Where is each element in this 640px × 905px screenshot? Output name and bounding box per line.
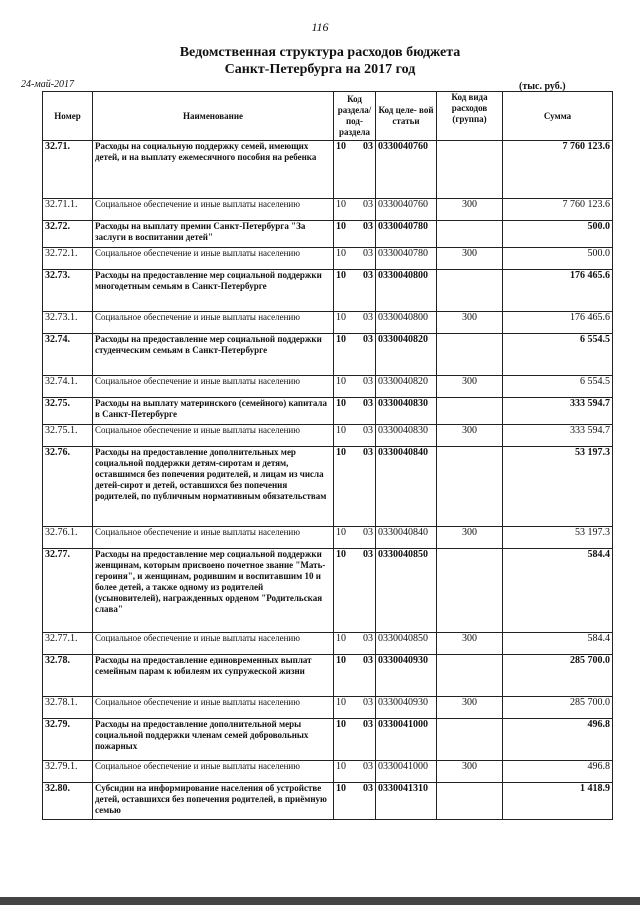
document-title: Ведомственная структура расходов бюджета — [179, 45, 461, 60]
row-section: 10 — [336, 655, 346, 666]
row-target-code: 0330040820 — [376, 376, 437, 398]
row-target-code: 0330040800 — [376, 270, 437, 312]
row-subsection: 03 — [363, 270, 373, 281]
row-sum: 176 465.6 — [503, 312, 613, 334]
table-row-section — [43, 221, 613, 248]
table-row-section — [43, 719, 613, 761]
row-section: 10 — [336, 376, 346, 387]
row-number: 32.76. — [43, 447, 93, 527]
row-section: 10 — [336, 312, 346, 323]
table-row-section — [43, 270, 613, 312]
row-subsection: 03 — [363, 248, 373, 259]
row-sum: 584.4 — [503, 633, 613, 655]
row-section-code — [334, 633, 376, 655]
row-sum: 6 554.5 — [503, 376, 613, 398]
row-section: 10 — [336, 248, 346, 259]
row-sum: 333 594.7 — [503, 398, 613, 425]
row-subsection: 03 — [363, 221, 373, 232]
row-sum: 53 197.3 — [503, 527, 613, 549]
row-number: 32.76.1. — [43, 527, 93, 549]
table-row-detail — [43, 248, 613, 270]
header-name: Наименование — [93, 92, 334, 141]
row-section: 10 — [336, 527, 346, 538]
budget-table — [42, 91, 613, 820]
table-row-section — [43, 783, 613, 820]
row-expense-type — [437, 719, 503, 761]
row-expense-type — [437, 398, 503, 425]
row-subsection: 03 — [363, 527, 373, 538]
row-section-code — [334, 655, 376, 697]
row-section-code — [334, 248, 376, 270]
row-section: 10 — [336, 549, 346, 560]
row-target-code: 0330041310 — [376, 783, 437, 820]
row-sum: 1 418.9 — [503, 783, 613, 820]
row-section: 10 — [336, 270, 346, 281]
row-name: Социальное обеспечение и иные выплаты населению — [93, 312, 334, 334]
row-section: 10 — [336, 633, 346, 644]
row-section-code — [334, 398, 376, 425]
row-target-code: 0330040850 — [376, 549, 437, 633]
row-expense-type: 300 — [437, 633, 503, 655]
table-row-detail — [43, 199, 613, 221]
row-subsection: 03 — [363, 697, 373, 708]
row-section-code — [334, 199, 376, 221]
table-row-section — [43, 655, 613, 697]
table-row-detail — [43, 761, 613, 783]
row-section-code — [334, 719, 376, 761]
row-section: 10 — [336, 447, 346, 458]
row-number: 32.78.1. — [43, 697, 93, 719]
table-row-detail — [43, 527, 613, 549]
row-subsection: 03 — [363, 761, 373, 772]
row-expense-type — [437, 221, 503, 248]
row-number: 32.71.1. — [43, 199, 93, 221]
table-row-detail — [43, 312, 613, 334]
row-section-code — [334, 270, 376, 312]
row-number: 32.77. — [43, 549, 93, 633]
row-target-code: 0330040930 — [376, 655, 437, 697]
header-number: Номер — [43, 92, 93, 141]
document-date: 24-май-2017 — [21, 79, 75, 90]
row-target-code: 0330040840 — [376, 447, 437, 527]
row-name: Расходы на предоставление мер социальной поддержки студенческим семьям в Санкт-Петербурге — [93, 334, 334, 376]
row-number: 32.72. — [43, 221, 93, 248]
row-number: 32.72.1. — [43, 248, 93, 270]
row-number: 32.73. — [43, 270, 93, 312]
row-section-code — [334, 447, 376, 527]
row-number: 32.77.1. — [43, 633, 93, 655]
row-name: Расходы на предоставление мер социальной поддержки многодетным семьям в Санкт-Петербурге — [93, 270, 334, 312]
row-section-code — [334, 221, 376, 248]
row-sum: 6 554.5 — [503, 334, 613, 376]
row-expense-type: 300 — [437, 199, 503, 221]
row-target-code: 0330040850 — [376, 633, 437, 655]
row-subsection: 03 — [363, 141, 373, 152]
row-target-code: 0330040800 — [376, 312, 437, 334]
row-expense-type — [437, 447, 503, 527]
row-section-code — [334, 334, 376, 376]
row-number: 32.79. — [43, 719, 93, 761]
row-sum: 500.0 — [503, 221, 613, 248]
unit-label: (тыс. руб.) — [519, 81, 566, 92]
row-section: 10 — [336, 697, 346, 708]
row-target-code: 0330040760 — [376, 199, 437, 221]
row-expense-type — [437, 270, 503, 312]
row-number: 32.78. — [43, 655, 93, 697]
row-name: Расходы на выплату премии Санкт-Петербурга "За заслуги в воспитании детей" — [93, 221, 334, 248]
row-section-code — [334, 376, 376, 398]
table-row-section — [43, 141, 613, 199]
row-sum: 7 760 123.6 — [503, 199, 613, 221]
table-row-section — [43, 447, 613, 527]
row-subsection: 03 — [363, 334, 373, 345]
row-section: 10 — [336, 334, 346, 345]
row-subsection: 03 — [363, 376, 373, 387]
table-header-row — [43, 92, 613, 141]
row-subsection: 03 — [363, 655, 373, 666]
row-subsection: 03 — [363, 719, 373, 730]
row-number: 32.80. — [43, 783, 93, 820]
row-section: 10 — [336, 761, 346, 772]
row-expense-type — [437, 141, 503, 199]
row-section: 10 — [336, 199, 346, 210]
row-target-code: 0330040780 — [376, 248, 437, 270]
row-subsection: 03 — [363, 425, 373, 436]
row-name: Расходы на социальную поддержку семей, имеющих детей, и на выплату ежемесячного пособия на ребенка — [93, 141, 334, 199]
row-name: Социальное обеспечение и иные выплаты населению — [93, 376, 334, 398]
row-sum: 500.0 — [503, 248, 613, 270]
row-expense-type: 300 — [437, 312, 503, 334]
row-expense-type: 300 — [437, 248, 503, 270]
row-section-code — [334, 783, 376, 820]
row-name: Расходы на предоставление дополнительной меры социальной поддержки членам семей добровольных пожарных — [93, 719, 334, 761]
row-expense-type: 300 — [437, 527, 503, 549]
row-sum: 7 760 123.6 — [503, 141, 613, 199]
document-subtitle: Санкт-Петербурга на 2017 год — [224, 62, 416, 77]
table-row-detail — [43, 376, 613, 398]
row-number: 32.71. — [43, 141, 93, 199]
row-sum: 53 197.3 — [503, 447, 613, 527]
row-subsection: 03 — [363, 783, 373, 794]
row-subsection: 03 — [363, 549, 373, 560]
row-sum: 496.8 — [503, 719, 613, 761]
table-row-section — [43, 549, 613, 633]
header-sum: Сумма — [503, 92, 613, 141]
row-number: 32.74.1. — [43, 376, 93, 398]
table-row-detail — [43, 633, 613, 655]
row-name: Расходы на предоставление дополнительных мер социальной поддержки детям-сиротам и детям, оставшимся без попечения родителей, и лицам из числа детей-сирот и детей, оставшихся без попечения родителей, по публичным нормативным обязательствам — [93, 447, 334, 527]
row-number: 32.79.1. — [43, 761, 93, 783]
header-section: Код раздела/ под- раздела — [334, 92, 376, 141]
row-subsection: 03 — [363, 398, 373, 409]
table-row-detail — [43, 425, 613, 447]
page-number: 116 — [311, 20, 329, 34]
row-number: 32.75. — [43, 398, 93, 425]
row-name: Социальное обеспечение и иные выплаты населению — [93, 199, 334, 221]
row-sum: 176 465.6 — [503, 270, 613, 312]
row-expense-type — [437, 655, 503, 697]
row-name: Социальное обеспечение и иные выплаты населению — [93, 697, 334, 719]
row-sum: 333 594.7 — [503, 425, 613, 447]
row-sum: 584.4 — [503, 549, 613, 633]
table-row-detail — [43, 697, 613, 719]
row-section: 10 — [336, 719, 346, 730]
row-target-code: 0330040840 — [376, 527, 437, 549]
row-name: Расходы на предоставление единовременных выплат семейным парам к юбилеям их супружеской жизни — [93, 655, 334, 697]
row-target-code: 0330040780 — [376, 221, 437, 248]
row-name: Субсидии на информирование населения об устройстве детей, оставшихся без попечения родителей, в приёмную семью — [93, 783, 334, 820]
row-target-code: 0330041000 — [376, 719, 437, 761]
row-name: Социальное обеспечение и иные выплаты населению — [93, 761, 334, 783]
row-section-code — [334, 697, 376, 719]
row-section-code — [334, 141, 376, 199]
row-expense-type: 300 — [437, 376, 503, 398]
row-section-code — [334, 549, 376, 633]
row-expense-type: 300 — [437, 697, 503, 719]
row-number: 32.75.1. — [43, 425, 93, 447]
row-name: Социальное обеспечение и иные выплаты населению — [93, 633, 334, 655]
row-expense-type: 300 — [437, 425, 503, 447]
row-section-code — [334, 761, 376, 783]
table-row-section — [43, 398, 613, 425]
row-section: 10 — [336, 221, 346, 232]
table-body — [43, 141, 613, 820]
row-section-code — [334, 312, 376, 334]
row-number: 32.74. — [43, 334, 93, 376]
row-target-code: 0330040930 — [376, 697, 437, 719]
row-sum: 285 700.0 — [503, 697, 613, 719]
header-target: Код целе- вой статьи — [376, 92, 437, 141]
table-row-section — [43, 334, 613, 376]
row-section: 10 — [336, 398, 346, 409]
row-section: 10 — [336, 425, 346, 436]
row-name: Расходы на предоставление мер социальной поддержки женщинам, которым присвоено почетное звание "Мать-героиня", и женщинам, родившим и воспитавшим 10 и более детей, а также одному из родителей (усыновителей), награжденных орденом "Родительская слава" — [93, 549, 334, 633]
row-subsection: 03 — [363, 312, 373, 323]
row-subsection: 03 — [363, 633, 373, 644]
row-section: 10 — [336, 783, 346, 794]
row-number: 32.73.1. — [43, 312, 93, 334]
row-section: 10 — [336, 141, 346, 152]
scan-edge-bar — [0, 897, 640, 905]
row-target-code: 0330041000 — [376, 761, 437, 783]
row-subsection: 03 — [363, 199, 373, 210]
row-section-code — [334, 425, 376, 447]
row-name: Расходы на выплату материнского (семейного) капитала в Санкт-Петербурге — [93, 398, 334, 425]
row-target-code: 0330040830 — [376, 425, 437, 447]
row-sum: 285 700.0 — [503, 655, 613, 697]
row-section-code — [334, 527, 376, 549]
row-name: Социальное обеспечение и иные выплаты населению — [93, 527, 334, 549]
row-sum: 496.8 — [503, 761, 613, 783]
header-expense-type: Код вида расходов (группа) — [437, 92, 503, 141]
row-subsection: 03 — [363, 447, 373, 458]
row-expense-type — [437, 334, 503, 376]
row-expense-type — [437, 549, 503, 633]
row-expense-type: 300 — [437, 761, 503, 783]
row-target-code: 0330040830 — [376, 398, 437, 425]
row-name: Социальное обеспечение и иные выплаты населению — [93, 248, 334, 270]
row-name: Социальное обеспечение и иные выплаты населению — [93, 425, 334, 447]
row-target-code: 0330040820 — [376, 334, 437, 376]
row-expense-type — [437, 783, 503, 820]
row-target-code: 0330040760 — [376, 141, 437, 199]
